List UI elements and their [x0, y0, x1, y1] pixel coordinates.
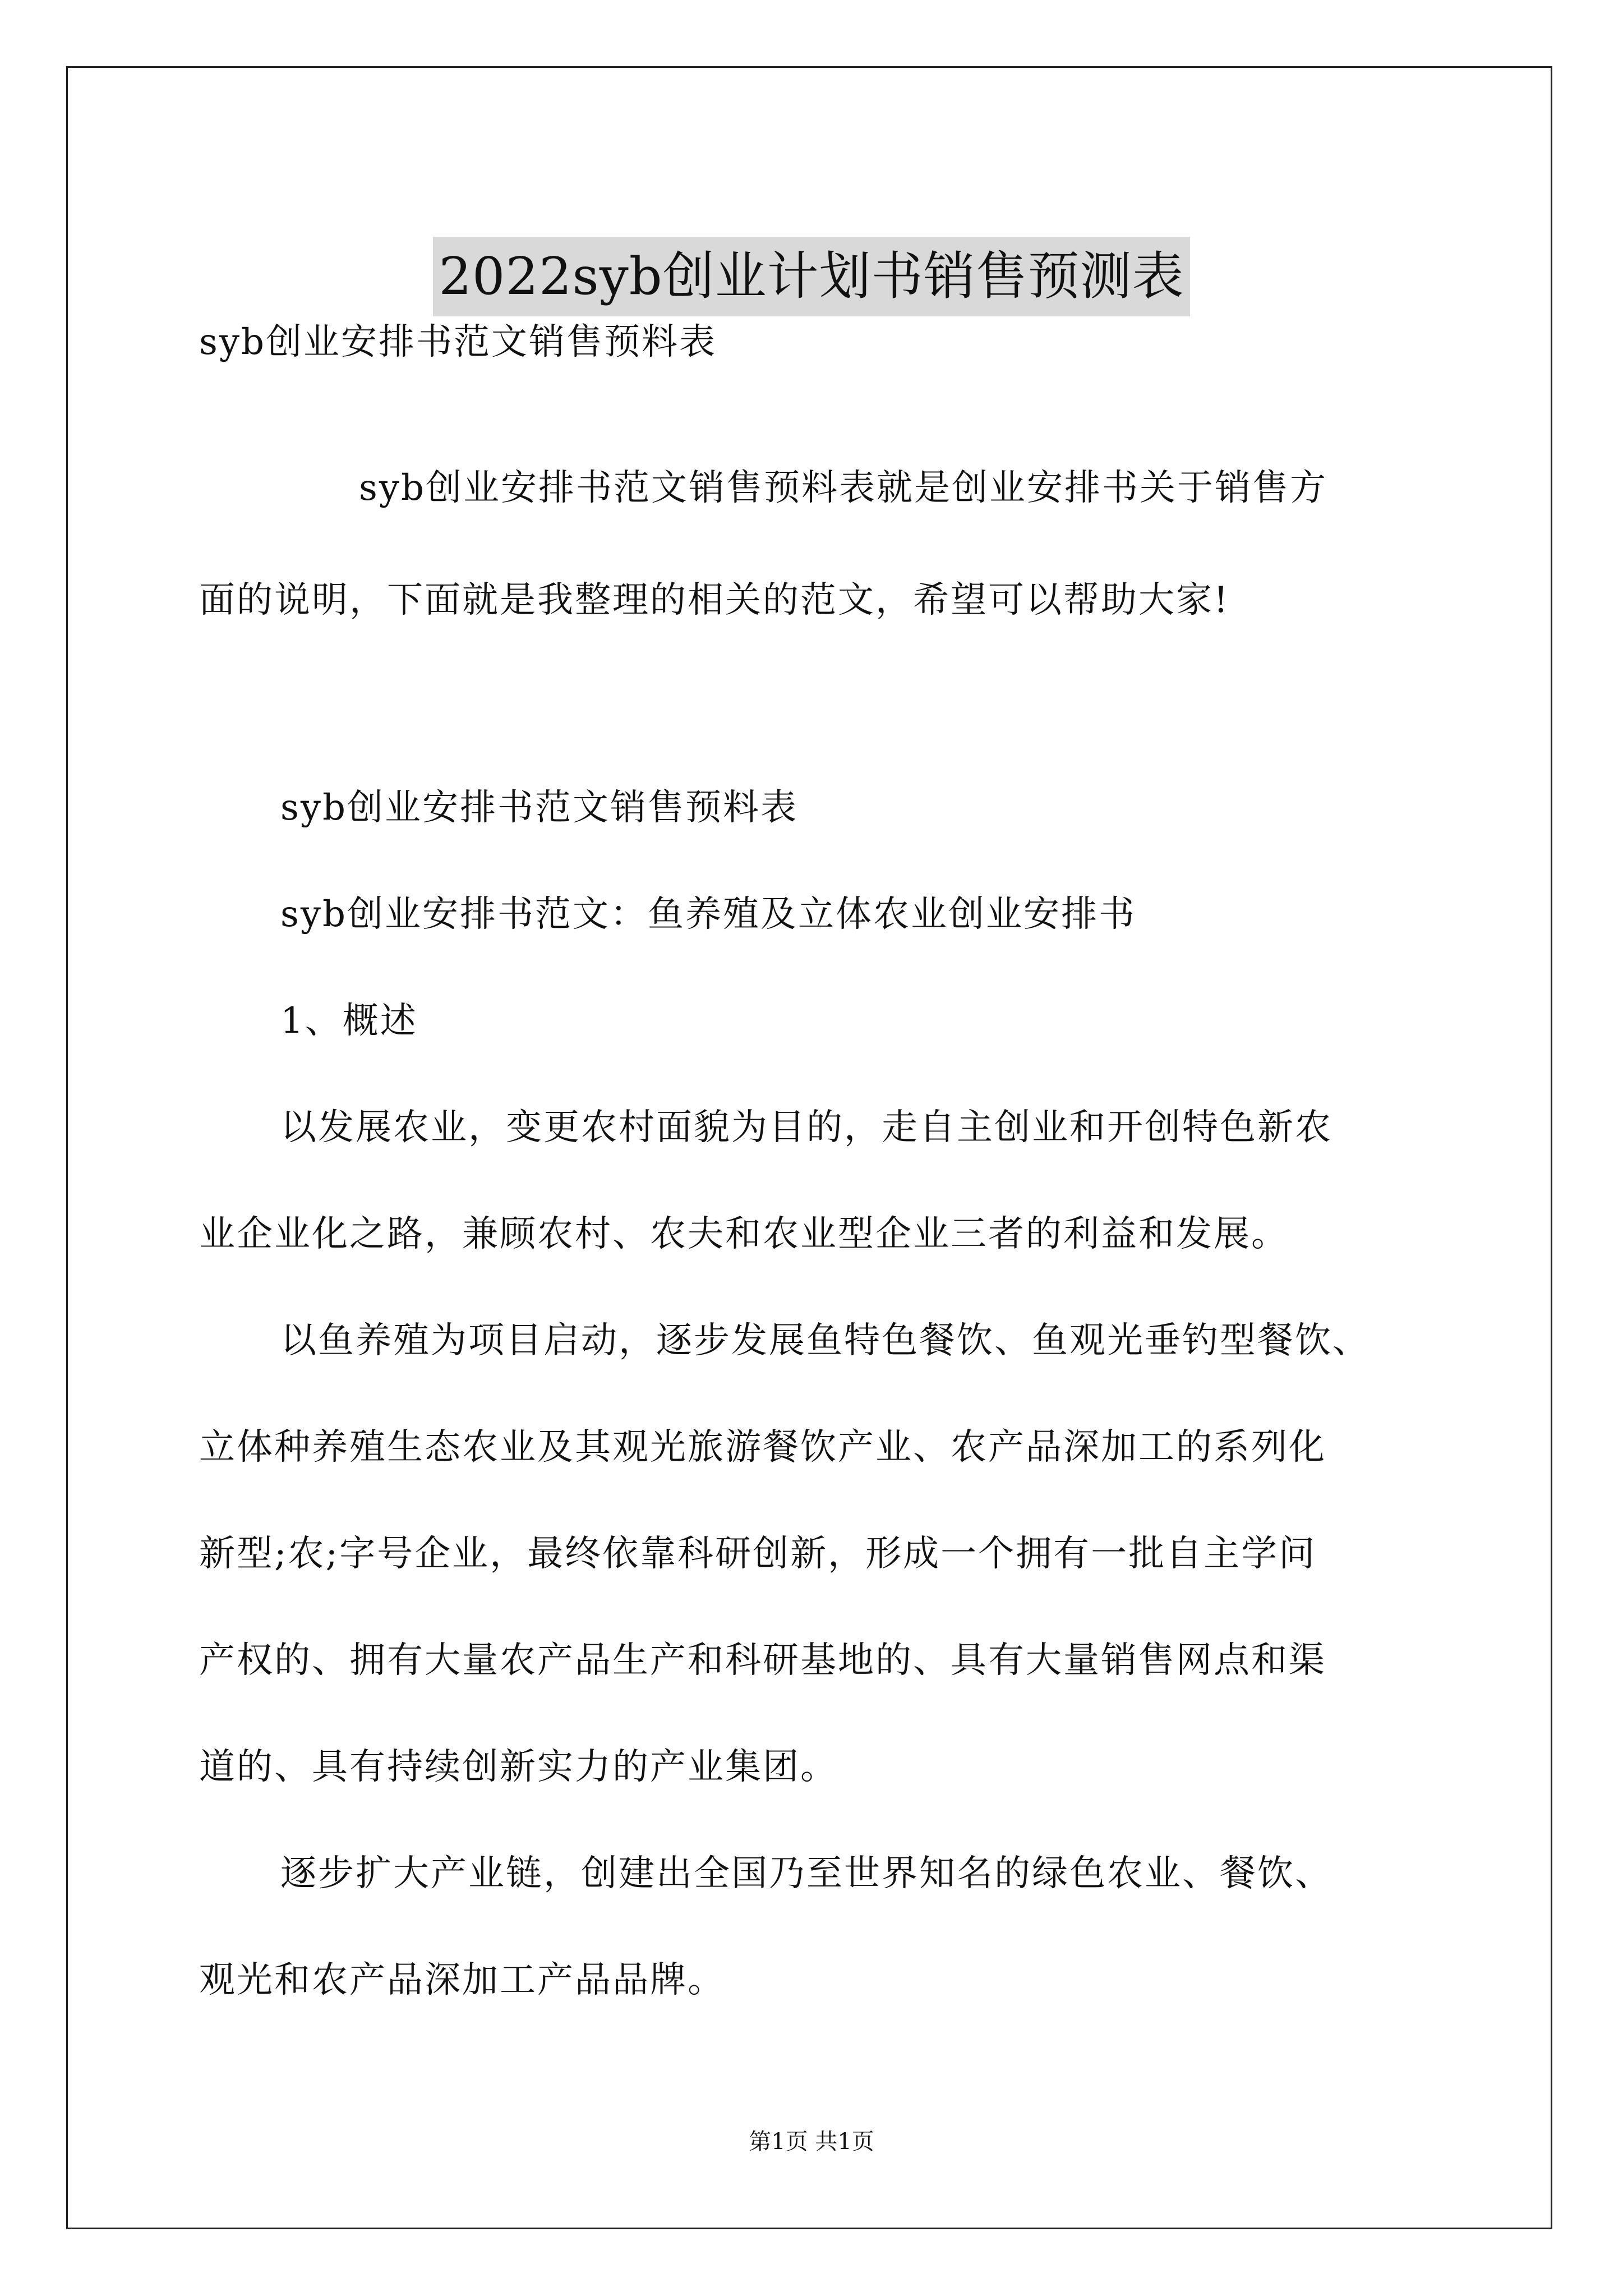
section-heading: syb创业安排书范文：鱼养殖及立体农业创业安排书 [280, 894, 1136, 935]
paragraph-line: 新型;农;字号企业，最终依靠科研创新，形成一个拥有一批自主学问 [199, 1533, 1317, 1575]
page-footer: 第1页 共1页 [749, 2129, 874, 2155]
document-title: 2022syb创业计划书销售预测表 [433, 237, 1189, 316]
paragraph-line: 产权的、拥有大量农产品生产和科研基地的、具有大量销售网点和渠 [199, 1640, 1326, 1681]
paragraph-line: 观光和农产品深加工产品品牌。 [199, 1959, 725, 2001]
paragraph-line: 立体种养殖生态农业及其观光旅游餐饮产业、农产品深加工的系列化 [199, 1427, 1326, 1468]
subtitle-line: syb创业安排书范文销售预料表 [199, 321, 717, 363]
paragraph-line: 逐步扩大产业链，创建出全国乃至世界知名的绿色农业、餐饮、 [280, 1853, 1332, 1894]
section-heading: 1、概述 [280, 1000, 418, 1042]
paragraph-line: 面的说明，下面就是我整理的相关的范文，希望可以帮助大家! [199, 579, 1230, 621]
paragraph-line: 以鱼养殖为项目启动，逐步发展鱼特色餐饮、鱼观光垂钓型餐饮、 [280, 1320, 1370, 1361]
paragraph-line: 业企业化之路，兼顾农村、农夫和农业型企业三者的利益和发展。 [199, 1213, 1289, 1255]
section-heading: syb创业安排书范文销售预料表 [280, 787, 798, 829]
paragraph-line: 道的、具有持续创新实力的产业集团。 [199, 1746, 838, 1788]
paragraph-line: syb创业安排书范文销售预料表就是创业安排书关于销售方 [359, 467, 1327, 509]
paragraph-line: 以发展农业，变更农村面貌为目的，走自主创业和开创特色新农 [280, 1107, 1332, 1148]
